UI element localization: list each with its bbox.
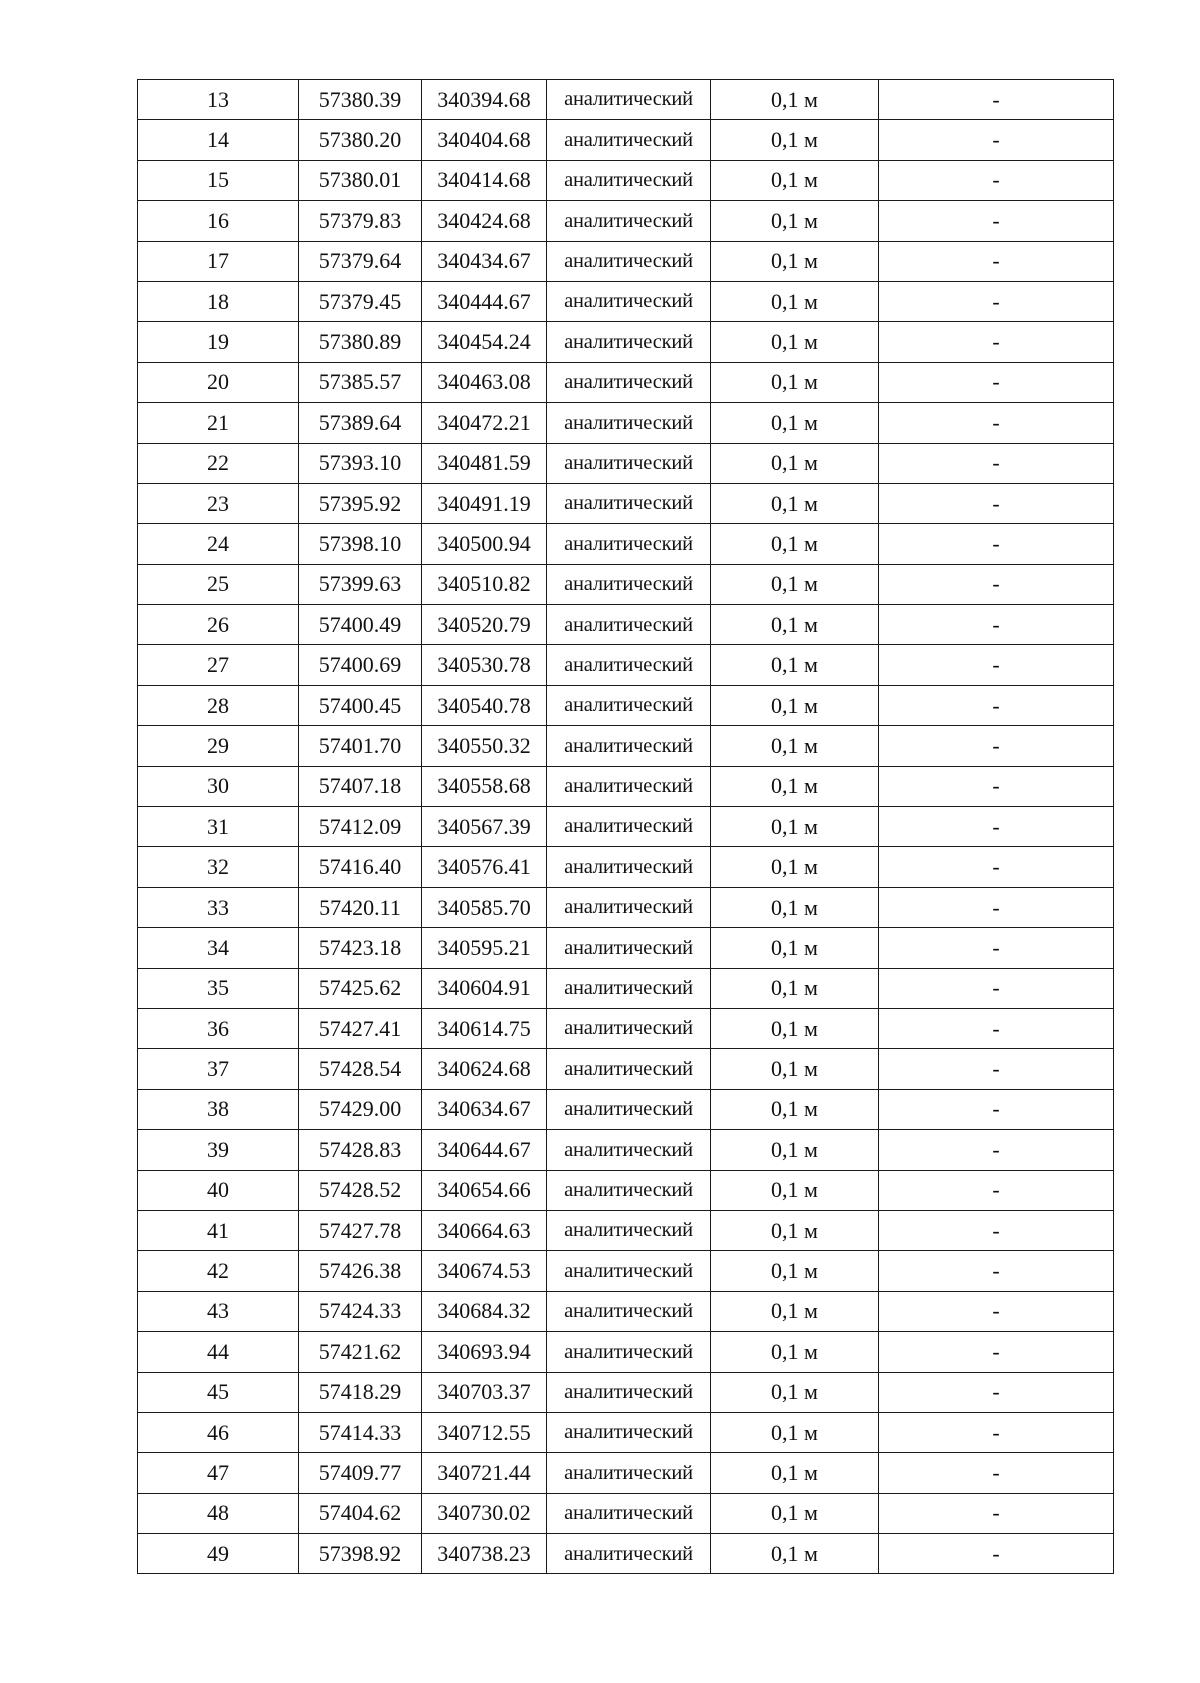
point-number: 30	[138, 766, 299, 806]
coordinate-y: 340472.21	[422, 403, 547, 443]
coordinate-x: 57407.18	[299, 766, 422, 806]
coordinate-y: 340576.41	[422, 847, 547, 887]
point-number: 37	[138, 1049, 299, 1089]
point-number: 15	[138, 160, 299, 200]
note: -	[879, 281, 1114, 321]
table-row	[138, 524, 1114, 564]
coordinate-x: 57400.49	[299, 605, 422, 645]
determination-method: аналитический	[547, 524, 711, 564]
coordinates-table-body	[138, 80, 1114, 1574]
accuracy: 0,1 м	[711, 685, 879, 725]
note: -	[879, 483, 1114, 523]
accuracy: 0,1 м	[711, 1049, 879, 1089]
determination-method: аналитический	[547, 1332, 711, 1372]
point-number: 21	[138, 403, 299, 443]
note: -	[879, 1372, 1114, 1412]
determination-method: аналитический	[547, 160, 711, 200]
table-row	[138, 1372, 1114, 1412]
note: -	[879, 564, 1114, 604]
note: -	[879, 362, 1114, 402]
accuracy: 0,1 м	[711, 1170, 879, 1210]
accuracy: 0,1 м	[711, 241, 879, 281]
table-row	[138, 80, 1114, 120]
determination-method: аналитический	[547, 1493, 711, 1533]
accuracy: 0,1 м	[711, 1210, 879, 1250]
determination-method: аналитический	[547, 80, 711, 120]
table-row	[138, 685, 1114, 725]
determination-method: аналитический	[547, 443, 711, 483]
coordinate-y: 340567.39	[422, 807, 547, 847]
table-row	[138, 1412, 1114, 1452]
coordinate-x: 57427.78	[299, 1210, 422, 1250]
determination-method: аналитический	[547, 1210, 711, 1250]
accuracy: 0,1 м	[711, 524, 879, 564]
accuracy: 0,1 м	[711, 605, 879, 645]
table-row	[138, 241, 1114, 281]
table-row	[138, 443, 1114, 483]
point-number: 49	[138, 1534, 299, 1574]
determination-method: аналитический	[547, 281, 711, 321]
determination-method: аналитический	[547, 1089, 711, 1129]
coordinate-x: 57393.10	[299, 443, 422, 483]
note: -	[879, 120, 1114, 160]
accuracy: 0,1 м	[711, 80, 879, 120]
table-row	[138, 1130, 1114, 1170]
determination-method: аналитический	[547, 564, 711, 604]
determination-method: аналитический	[547, 887, 711, 927]
table-row	[138, 322, 1114, 362]
coordinate-x: 57395.92	[299, 483, 422, 523]
point-number: 20	[138, 362, 299, 402]
determination-method: аналитический	[547, 766, 711, 806]
note: -	[879, 807, 1114, 847]
accuracy: 0,1 м	[711, 1332, 879, 1372]
determination-method: аналитический	[547, 1534, 711, 1574]
table-row	[138, 1210, 1114, 1250]
coordinate-y: 340404.68	[422, 120, 547, 160]
table-row	[138, 1453, 1114, 1493]
coordinate-x: 57423.18	[299, 928, 422, 968]
coordinate-y: 340624.68	[422, 1049, 547, 1089]
note: -	[879, 968, 1114, 1008]
point-number: 29	[138, 726, 299, 766]
table-row	[138, 281, 1114, 321]
coordinate-x: 57426.38	[299, 1251, 422, 1291]
determination-method: аналитический	[547, 362, 711, 402]
note: -	[879, 80, 1114, 120]
point-number: 22	[138, 443, 299, 483]
accuracy: 0,1 м	[711, 1534, 879, 1574]
coordinate-y: 340712.55	[422, 1412, 547, 1452]
note: -	[879, 1412, 1114, 1452]
note: -	[879, 726, 1114, 766]
accuracy: 0,1 м	[711, 1291, 879, 1331]
point-number: 13	[138, 80, 299, 120]
coordinate-y: 340693.94	[422, 1332, 547, 1372]
note: -	[879, 605, 1114, 645]
accuracy: 0,1 м	[711, 160, 879, 200]
note: -	[879, 1291, 1114, 1331]
determination-method: аналитический	[547, 1412, 711, 1452]
note: -	[879, 201, 1114, 241]
note: -	[879, 322, 1114, 362]
note: -	[879, 241, 1114, 281]
note: -	[879, 1251, 1114, 1291]
coordinate-x: 57424.33	[299, 1291, 422, 1331]
point-number: 41	[138, 1210, 299, 1250]
coordinate-x: 57404.62	[299, 1493, 422, 1533]
accuracy: 0,1 м	[711, 1412, 879, 1452]
point-number: 16	[138, 201, 299, 241]
table-row	[138, 1493, 1114, 1533]
table-row	[138, 726, 1114, 766]
determination-method: аналитический	[547, 322, 711, 362]
coordinate-y: 340463.08	[422, 362, 547, 402]
coordinate-y: 340434.67	[422, 241, 547, 281]
coordinate-y: 340481.59	[422, 443, 547, 483]
determination-method: аналитический	[547, 968, 711, 1008]
coordinates-table	[137, 79, 1114, 1574]
note: -	[879, 1332, 1114, 1372]
note: -	[879, 1170, 1114, 1210]
determination-method: аналитический	[547, 1170, 711, 1210]
accuracy: 0,1 м	[711, 1493, 879, 1533]
table-row	[138, 120, 1114, 160]
point-number: 33	[138, 887, 299, 927]
coordinate-y: 340604.91	[422, 968, 547, 1008]
coordinate-y: 340614.75	[422, 1008, 547, 1048]
accuracy: 0,1 м	[711, 807, 879, 847]
coordinate-x: 57427.41	[299, 1008, 422, 1048]
note: -	[879, 524, 1114, 564]
accuracy: 0,1 м	[711, 201, 879, 241]
coordinate-y: 340394.68	[422, 80, 547, 120]
table-row	[138, 807, 1114, 847]
table-row	[138, 1534, 1114, 1574]
coordinate-x: 57416.40	[299, 847, 422, 887]
table-row	[138, 362, 1114, 402]
coordinate-y: 340654.66	[422, 1170, 547, 1210]
accuracy: 0,1 м	[711, 281, 879, 321]
coordinate-x: 57380.89	[299, 322, 422, 362]
note: -	[879, 928, 1114, 968]
coordinate-x: 57399.63	[299, 564, 422, 604]
determination-method: аналитический	[547, 201, 711, 241]
table-row	[138, 928, 1114, 968]
coordinate-y: 340674.53	[422, 1251, 547, 1291]
point-number: 18	[138, 281, 299, 321]
determination-method: аналитический	[547, 1453, 711, 1493]
coordinate-x: 57428.54	[299, 1049, 422, 1089]
table-row	[138, 968, 1114, 1008]
point-number: 32	[138, 847, 299, 887]
accuracy: 0,1 м	[711, 403, 879, 443]
table-row	[138, 847, 1114, 887]
point-number: 19	[138, 322, 299, 362]
accuracy: 0,1 м	[711, 645, 879, 685]
accuracy: 0,1 м	[711, 928, 879, 968]
note: -	[879, 645, 1114, 685]
coordinate-x: 57380.20	[299, 120, 422, 160]
accuracy: 0,1 м	[711, 1008, 879, 1048]
note: -	[879, 685, 1114, 725]
accuracy: 0,1 м	[711, 443, 879, 483]
note: -	[879, 403, 1114, 443]
point-number: 14	[138, 120, 299, 160]
note: -	[879, 1534, 1114, 1574]
determination-method: аналитический	[547, 928, 711, 968]
accuracy: 0,1 м	[711, 120, 879, 160]
coordinate-y: 340424.68	[422, 201, 547, 241]
coordinate-x: 57418.29	[299, 1372, 422, 1412]
coordinate-y: 340595.21	[422, 928, 547, 968]
coordinate-y: 340721.44	[422, 1453, 547, 1493]
point-number: 31	[138, 807, 299, 847]
note: -	[879, 1453, 1114, 1493]
accuracy: 0,1 м	[711, 564, 879, 604]
determination-method: аналитический	[547, 1130, 711, 1170]
coordinate-y: 340540.78	[422, 685, 547, 725]
point-number: 40	[138, 1170, 299, 1210]
determination-method: аналитический	[547, 726, 711, 766]
determination-method: аналитический	[547, 483, 711, 523]
coordinate-y: 340414.68	[422, 160, 547, 200]
point-number: 47	[138, 1453, 299, 1493]
point-number: 23	[138, 483, 299, 523]
coordinate-x: 57414.33	[299, 1412, 422, 1452]
determination-method: аналитический	[547, 120, 711, 160]
coordinate-y: 340510.82	[422, 564, 547, 604]
point-number: 38	[138, 1089, 299, 1129]
coordinate-y: 340644.67	[422, 1130, 547, 1170]
coordinate-x: 57428.52	[299, 1170, 422, 1210]
table-row	[138, 887, 1114, 927]
coordinate-y: 340585.70	[422, 887, 547, 927]
coordinate-y: 340550.32	[422, 726, 547, 766]
accuracy: 0,1 м	[711, 1453, 879, 1493]
point-number: 34	[138, 928, 299, 968]
note: -	[879, 766, 1114, 806]
coordinate-y: 340634.67	[422, 1089, 547, 1129]
table-row	[138, 645, 1114, 685]
point-number: 44	[138, 1332, 299, 1372]
accuracy: 0,1 м	[711, 322, 879, 362]
determination-method: аналитический	[547, 847, 711, 887]
determination-method: аналитический	[547, 1251, 711, 1291]
coordinate-x: 57400.45	[299, 685, 422, 725]
table-row	[138, 605, 1114, 645]
coordinate-x: 57425.62	[299, 968, 422, 1008]
point-number: 36	[138, 1008, 299, 1048]
accuracy: 0,1 м	[711, 766, 879, 806]
coordinate-x: 57420.11	[299, 887, 422, 927]
note: -	[879, 160, 1114, 200]
determination-method: аналитический	[547, 1008, 711, 1048]
coordinate-y: 340684.32	[422, 1291, 547, 1331]
point-number: 35	[138, 968, 299, 1008]
coordinate-y: 340664.63	[422, 1210, 547, 1250]
coordinate-y: 340738.23	[422, 1534, 547, 1574]
coordinate-y: 340558.68	[422, 766, 547, 806]
coordinate-y: 340454.24	[422, 322, 547, 362]
table-row	[138, 564, 1114, 604]
table-row	[138, 1251, 1114, 1291]
coordinate-y: 340703.37	[422, 1372, 547, 1412]
coordinate-x: 57380.01	[299, 160, 422, 200]
determination-method: аналитический	[547, 1291, 711, 1331]
accuracy: 0,1 м	[711, 847, 879, 887]
coordinate-x: 57398.10	[299, 524, 422, 564]
determination-method: аналитический	[547, 1372, 711, 1412]
coordinate-x: 57409.77	[299, 1453, 422, 1493]
note: -	[879, 443, 1114, 483]
coordinate-x: 57429.00	[299, 1089, 422, 1129]
point-number: 17	[138, 241, 299, 281]
table-row	[138, 1170, 1114, 1210]
accuracy: 0,1 м	[711, 483, 879, 523]
coordinate-x: 57379.83	[299, 201, 422, 241]
table-row	[138, 1008, 1114, 1048]
coordinate-x: 57379.64	[299, 241, 422, 281]
table-row	[138, 1332, 1114, 1372]
coordinate-x: 57412.09	[299, 807, 422, 847]
coordinate-x: 57401.70	[299, 726, 422, 766]
coordinate-y: 340530.78	[422, 645, 547, 685]
accuracy: 0,1 м	[711, 726, 879, 766]
coordinate-x: 57428.83	[299, 1130, 422, 1170]
note: -	[879, 1130, 1114, 1170]
coordinate-y: 340520.79	[422, 605, 547, 645]
coordinate-x: 57398.92	[299, 1534, 422, 1574]
coordinate-x: 57379.45	[299, 281, 422, 321]
point-number: 45	[138, 1372, 299, 1412]
point-number: 48	[138, 1493, 299, 1533]
coordinate-y: 340730.02	[422, 1493, 547, 1533]
table-row	[138, 201, 1114, 241]
accuracy: 0,1 м	[711, 1251, 879, 1291]
note: -	[879, 1089, 1114, 1129]
coordinate-x: 57421.62	[299, 1332, 422, 1372]
point-number: 24	[138, 524, 299, 564]
table-row	[138, 1049, 1114, 1089]
coordinate-x: 57389.64	[299, 403, 422, 443]
determination-method: аналитический	[547, 403, 711, 443]
point-number: 28	[138, 685, 299, 725]
note: -	[879, 887, 1114, 927]
note: -	[879, 1210, 1114, 1250]
table-row	[138, 766, 1114, 806]
point-number: 25	[138, 564, 299, 604]
accuracy: 0,1 м	[711, 1372, 879, 1412]
coordinate-x: 57380.39	[299, 80, 422, 120]
accuracy: 0,1 м	[711, 1089, 879, 1129]
coordinate-y: 340444.67	[422, 281, 547, 321]
table-row	[138, 1089, 1114, 1129]
table-row	[138, 160, 1114, 200]
accuracy: 0,1 м	[711, 887, 879, 927]
note: -	[879, 1008, 1114, 1048]
point-number: 26	[138, 605, 299, 645]
note: -	[879, 1493, 1114, 1533]
coordinate-x: 57385.57	[299, 362, 422, 402]
point-number: 43	[138, 1291, 299, 1331]
point-number: 42	[138, 1251, 299, 1291]
table-row	[138, 1291, 1114, 1331]
determination-method: аналитический	[547, 645, 711, 685]
accuracy: 0,1 м	[711, 362, 879, 402]
determination-method: аналитический	[547, 605, 711, 645]
point-number: 46	[138, 1412, 299, 1452]
coordinate-y: 340491.19	[422, 483, 547, 523]
table-row	[138, 483, 1114, 523]
point-number: 39	[138, 1130, 299, 1170]
accuracy: 0,1 м	[711, 1130, 879, 1170]
determination-method: аналитический	[547, 241, 711, 281]
determination-method: аналитический	[547, 685, 711, 725]
coordinate-y: 340500.94	[422, 524, 547, 564]
coordinate-x: 57400.69	[299, 645, 422, 685]
note: -	[879, 847, 1114, 887]
table-row	[138, 403, 1114, 443]
determination-method: аналитический	[547, 1049, 711, 1089]
accuracy: 0,1 м	[711, 968, 879, 1008]
point-number: 27	[138, 645, 299, 685]
note: -	[879, 1049, 1114, 1089]
determination-method: аналитический	[547, 807, 711, 847]
